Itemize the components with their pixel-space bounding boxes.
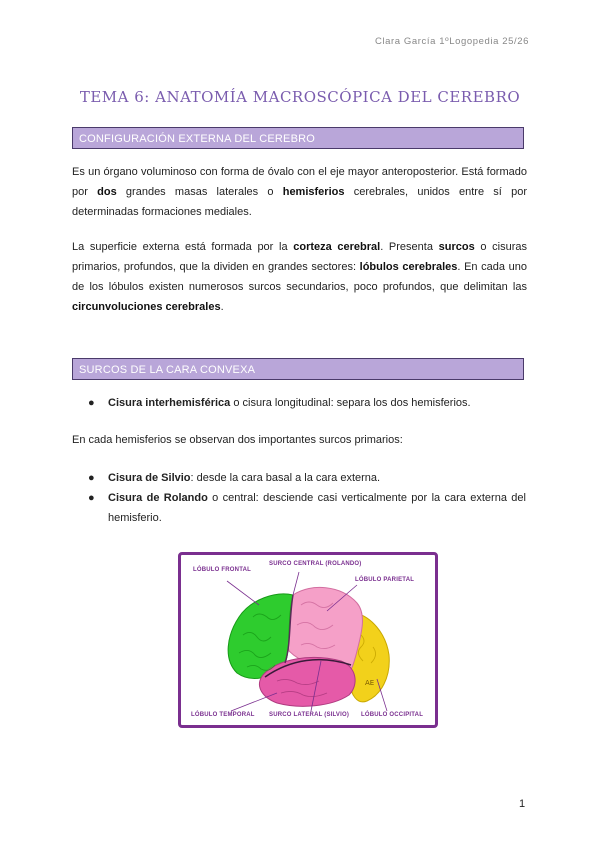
pointer-temporal <box>231 693 277 711</box>
text: grandes masas laterales o <box>116 186 283 198</box>
label-lobulo-frontal: LÓBULO FRONTAL <box>193 567 252 573</box>
bold-text: Cisura de Rolando <box>108 492 208 504</box>
paragraph-superficie <box>72 237 527 317</box>
bold-text: Cisura interhemisférica <box>108 397 231 409</box>
text: . Presenta <box>380 241 439 253</box>
header-author: Clara García 1ºLogopedia 25/26 <box>374 36 529 47</box>
label-lobulo-temporal: LÓBULO TEMPORAL <box>191 712 255 718</box>
pointer-frontal <box>227 581 259 605</box>
label-surco-central: SURCO CENTRAL (ROLANDO) <box>269 561 362 567</box>
bold-text: circunvoluciones cerebrales <box>72 301 221 313</box>
bold-text: surcos <box>438 241 475 253</box>
bullet-icon: ● <box>88 472 95 484</box>
text: o cisuras primarios, profundos, que la dividen en grandes sectores: <box>72 241 527 273</box>
section-heading-configuracion: CONFIGURACIÓN EXTERNA DEL CEREBRO <box>72 127 524 149</box>
text: o cisura longitudinal: separa los dos hemisferios. <box>230 397 471 409</box>
text: . <box>220 301 224 313</box>
watermark-ae: AE <box>365 679 375 687</box>
text: . En cada uno de los lóbulos existen numerosos surcos secundarios, poco profundos, que delimitan las <box>72 261 528 293</box>
label-lobulo-parietal: LÓBULO PARIETAL <box>355 577 415 583</box>
text: cerebrales, unidos entre sí por determinadas formaciones mediales. <box>72 186 527 218</box>
paragraph-organo <box>72 162 527 222</box>
bullet-text <box>108 488 526 528</box>
bullet-text <box>108 468 526 488</box>
bold-text: lóbulos cerebrales <box>359 261 458 273</box>
label-surco-lateral: SURCO LATERAL (SILVIO) <box>269 712 350 718</box>
page-number: 1 <box>519 798 526 810</box>
brain-figure <box>178 552 438 728</box>
bullet-text <box>108 393 526 413</box>
bold-text: corteza cerebral <box>293 241 381 253</box>
bold-text: dos <box>97 186 117 198</box>
bold-text: hemisferios <box>282 186 345 198</box>
paragraph-intro-surcos: En cada hemisferios se observan dos importantes surcos primarios: <box>72 434 403 446</box>
text: o central: desciende casi verticalmente por la cara externa del hemisferio. <box>108 492 526 524</box>
text: : desde la cara basal a la cara externa. <box>190 472 381 484</box>
section-heading-surcos: SURCOS DE LA CARA CONVEXA <box>72 358 524 380</box>
label-lobulo-occipital: LÓBULO OCCIPITAL <box>361 712 424 718</box>
bullet-icon: ● <box>88 397 95 409</box>
text: Es un órgano voluminoso con forma de óvalo con el eje mayor anteroposterior. Está formado por <box>72 166 527 198</box>
text: La superficie externa está formada por la <box>72 241 294 253</box>
page-title: TEMA 6: ANATOMÍA MACROSCÓPICA DEL CEREBRO <box>79 88 521 106</box>
bold-text: Cisura de Silvio <box>108 472 191 484</box>
bullet-icon: ● <box>88 492 95 504</box>
